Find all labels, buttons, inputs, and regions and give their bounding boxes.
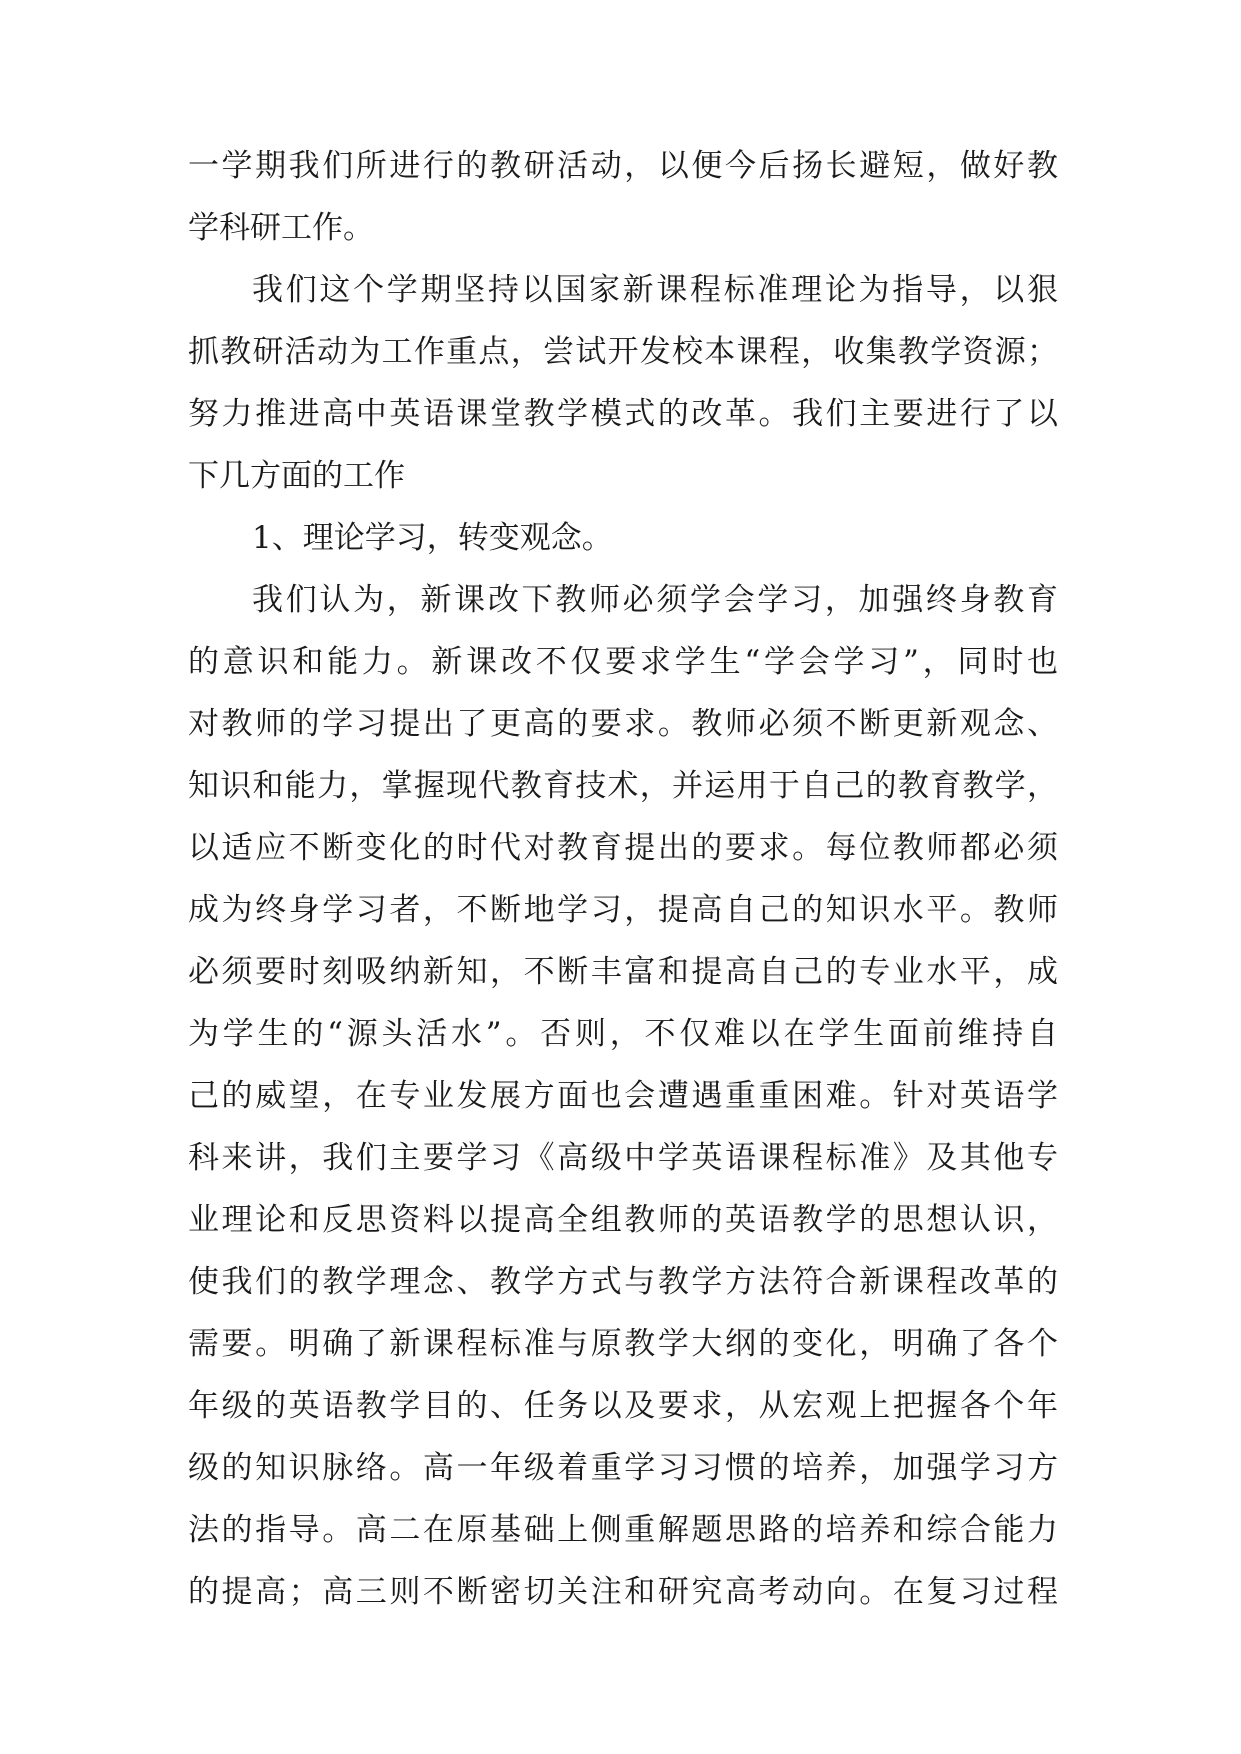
text-line: 业理论和反思资料以提高全组教师的英语教学的思想认识，: [188, 1202, 1058, 1238]
text-line: 下几方面的工作: [188, 458, 405, 494]
text-line: 对教师的学习提出了更高的要求。教师必须不断更新观念、: [188, 706, 1058, 742]
text-line: 一学期我们所进行的教研活动，以便今后扬长避短，做好教: [188, 148, 1058, 184]
text-line: 知识和能力，掌握现代教育技术，并运用于自己的教育教学，: [188, 768, 1058, 804]
text-line: 成为终身学习者，不断地学习，提高自己的知识水平。教师: [188, 892, 1058, 928]
text-line: 必须要时刻吸纳新知，不断丰富和提高自己的专业水平，成: [188, 954, 1058, 990]
text-line: 年级的英语教学目的、任务以及要求，从宏观上把握各个年: [188, 1388, 1058, 1424]
text-line: 的提高；高三则不断密切关注和研究高考动向。在复习过程: [188, 1574, 1058, 1610]
text-line: 级的知识脉络。高一年级着重学习习惯的培养，加强学习方: [188, 1450, 1058, 1486]
text-line: 科来讲，我们主要学习《高级中学英语课程标准》及其他专: [188, 1140, 1058, 1176]
text-line: 己的威望，在专业发展方面也会遭遇重重困难。针对英语学: [188, 1078, 1058, 1114]
text-line: 需要。明确了新课程标准与原教学大纲的变化，明确了各个: [188, 1326, 1058, 1362]
text-line: 为学生的“源头活水”。否则，不仅难以在学生面前维持自: [188, 1016, 1058, 1052]
text-line: 努力推进高中英语课堂教学模式的改革。我们主要进行了以: [188, 396, 1058, 432]
text-line: 抓教研活动为工作重点，尝试开发校本课程，收集教学资源；: [188, 334, 1058, 370]
text-line: 学科研工作。: [188, 210, 374, 246]
text-line: 使我们的教学理念、教学方式与教学方法符合新课程改革的: [188, 1264, 1058, 1300]
text-line: 的意识和能力。新课改不仅要求学生“学会学习”，同时也: [188, 644, 1058, 680]
section-heading: 1、理论学习，转变观念。: [252, 520, 613, 556]
text-line: 以适应不断变化的时代对教育提出的要求。每位教师都必须: [188, 830, 1058, 866]
paragraph-first-line: 我们这个学期坚持以国家新课程标准理论为指导，以狠: [252, 272, 1058, 308]
paragraph-first-line: 我们认为，新课改下教师必须学会学习，加强终身教育: [252, 582, 1058, 618]
text-line: 法的指导。高二在原基础上侧重解题思路的培养和综合能力: [188, 1512, 1058, 1548]
